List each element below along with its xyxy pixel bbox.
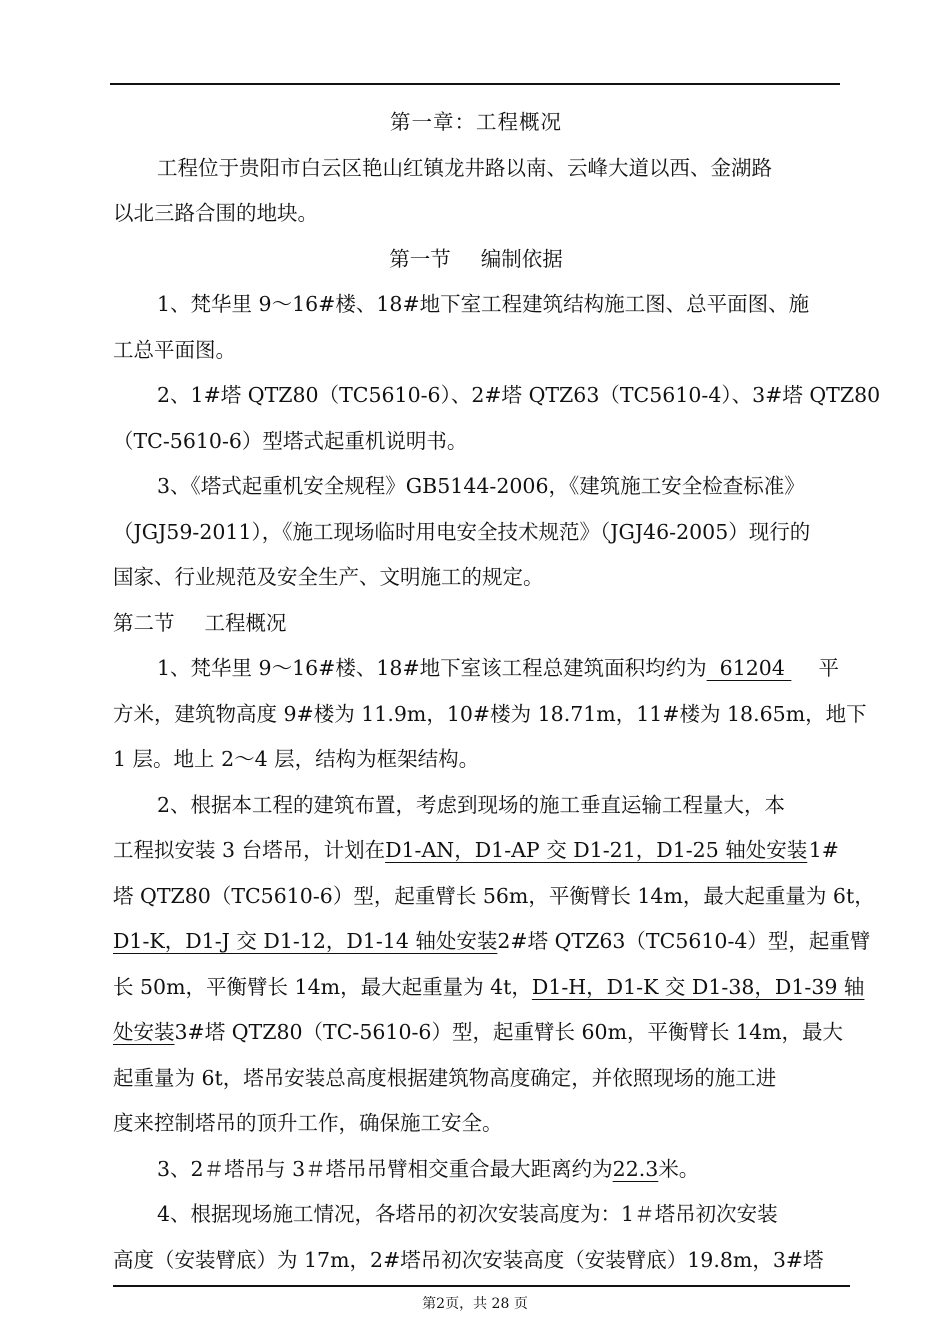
page-total: 28 xyxy=(491,1296,510,1312)
paragraph-line: 方米，建筑物高度 9#楼为 11.9m，10#楼为 18.71m，11#楼为 18.65m，地下 xyxy=(113,701,867,726)
paragraph-line: 长 50m，平衡臂长 14m，最大起重量为 4t， D1-H，D1-K 交 D1-38，D1-39 轴 xyxy=(113,965,839,1011)
section-title: 第二节 工程概况 xyxy=(113,610,287,635)
paragraph-line: （TC-5610-6）型塔式起重机说明书。 xyxy=(113,428,468,453)
paragraph-line: D1-K，D1-J 交 D1-12，D1-14 轴处安装 2#塔 QTZ63（TC5610-4）型，起重臂 xyxy=(113,919,839,965)
paragraph-line: 1 层。地上 2～4 层，结构为框架结构。 xyxy=(113,747,480,771)
chapter-title: 第一章：工程概况 xyxy=(390,110,562,134)
paragraph-line: 1、梵华里 9～16#楼、18#地下室工程建筑结构施工图、总平面图、施 xyxy=(157,292,810,316)
paragraph-line: 高度（安装臂底）为 17m，2#塔吊初次安装高度（安装臂底）19.8m，3#塔 xyxy=(113,1247,824,1272)
overlap-distance: 22.3 xyxy=(612,1156,659,1181)
paragraph-line: 2、根据本工程的建筑布置，考虑到现场的施工垂直运输工程量大，本 xyxy=(157,792,786,817)
tower2-location: D1-K，D1-J 交 D1-12，D1-14 轴处安装 xyxy=(113,929,498,953)
page-number: 2 xyxy=(436,1296,446,1312)
tower3-location-cont: 处安装 xyxy=(113,1020,175,1044)
document-body xyxy=(113,100,881,1283)
section-title: 第一节 编制依据 xyxy=(389,246,563,271)
paragraph-line: 3、2＃塔吊与 3＃塔吊吊臂相交重合最大距离约为 22.3 米。 xyxy=(113,1147,839,1193)
page-footer: 第2页，共 28 页 xyxy=(422,1296,528,1312)
intro-line: 工程位于贵阳市白云区艳山红镇龙井路以南、云峰大道以西、金湖路 xyxy=(157,155,772,180)
paragraph-line: 2、1#塔 QTZ80（TC5610-6）、2#塔 QTZ63（TC5610-4）、3#塔 QTZ80 xyxy=(157,383,881,407)
footer-rule xyxy=(113,1285,850,1287)
paragraph-line: 4、根据现场施工情况，各塔吊的初次安装高度为：1＃塔吊初次安装 xyxy=(157,1202,778,1226)
paragraph-line: 3、《塔式起重机安全规程》GB5144-2006，《建筑施工安全检查标准》 xyxy=(157,474,805,498)
paragraph-line: 国家、行业规范及安全生产、文明施工的规定。 xyxy=(113,565,544,589)
area-value: 61204 xyxy=(706,656,792,680)
paragraph-line: 1、梵华里 9～16#楼、18#地下室该工程总建筑面积均约为 61204 平 xyxy=(157,656,839,680)
paragraph-line: （JGJ59-2011），《施工现场临时用电安全技术规范》（JGJ46-2005）现行的 xyxy=(113,519,811,544)
header-rule xyxy=(110,83,840,85)
paragraph-line: 起重量为 6t，塔吊安装总高度根据建筑物高度确定，并依照现场的施工进 xyxy=(113,1065,777,1090)
paragraph-line: 度来控制塔吊的顶升工作，确保施工安全。 xyxy=(113,1111,503,1135)
intro-line: 以北三路合围的地块。 xyxy=(113,201,318,225)
paragraph-line: 工程拟安装 3 台塔吊，计划在D1-AN，D1-AP 交 D1-21，D1-25 轴处安装 1# xyxy=(113,838,839,862)
tower3-location: D1-H，D1-K 交 D1-38，D1-39 轴 xyxy=(531,974,865,999)
paragraph-line: 塔 QTZ80（TC5610-6）型，起重臂长 56m，平衡臂长 14m，最大起重量为 6t， xyxy=(113,883,875,908)
paragraph-line: 处安装 3#塔 QTZ80（TC-5610-6）型，起重臂长 60m，平衡臂长 14m，最大 xyxy=(113,1010,839,1056)
tower1-location: D1-AN，D1-AP 交 D1-21，D1-25 轴处安装 xyxy=(385,838,808,862)
paragraph-line: 工总平面图。 xyxy=(113,337,236,362)
